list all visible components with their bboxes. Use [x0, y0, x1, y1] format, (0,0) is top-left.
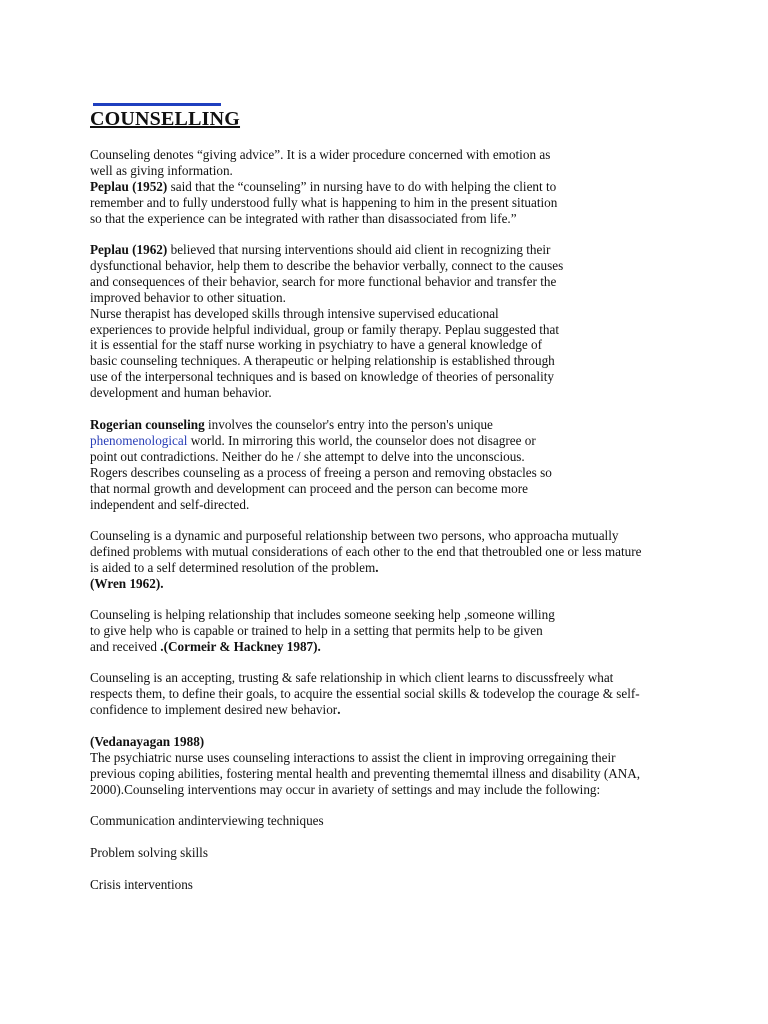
- list-item: Communication andinterviewing techniques: [90, 813, 324, 828]
- paragraph-rogerian: [90, 417, 552, 512]
- text-fragment: involves the counselor's entry into the person's unique: [204, 417, 493, 432]
- title-rule: [93, 103, 221, 106]
- text-fragment: and received: [90, 638, 161, 654]
- text-line: [90, 179, 557, 195]
- text-line: [90, 417, 552, 433]
- text-fragment: said that the “counseling” in nursing have to do with helping the client to: [167, 179, 557, 194]
- text-line: it is essential for the staff nurse working in psychiatry to have a general knowledge of: [90, 337, 543, 353]
- text-line: defined problems with mutual considerations of each other to the end that thetroubled one or less mature: [90, 543, 642, 559]
- list-item: Problem solving skills: [90, 845, 208, 860]
- citation-bold: (Vedanayagan 1988): [90, 734, 205, 749]
- text-line: experiences to provide helpful individual, group or family therapy. Peplau suggested that: [90, 321, 560, 337]
- text-line: [90, 560, 642, 576]
- text-line: improved behavior to other situation.: [90, 289, 286, 305]
- text-line: respects them, to define their goals, to acquire the essential social skills & todevelop the courage & self-: [90, 685, 640, 701]
- text-line: [90, 576, 642, 592]
- citation-bold: Peplau (1952): [90, 179, 168, 194]
- text-line: Rogers describes counseling as a process of freeing a person and removing obstacles so: [90, 464, 552, 480]
- text-line: previous coping abilities, fostering mental health and preventing thememtal illness and disability (ANA,: [90, 765, 641, 781]
- text-line: [90, 639, 555, 655]
- paragraph-wren: [90, 528, 642, 592]
- text-line: Counseling denotes “giving advice”. It is a wider procedure concerned with emotion as: [90, 147, 551, 162]
- citation-bold: .(Cormeir & Hackney 1987).: [160, 638, 321, 654]
- list-item: Crisis interventions: [90, 877, 193, 892]
- text-line: Nurse therapist has developed skills through intensive supervised educational: [90, 305, 499, 321]
- text-fragment: .: [337, 701, 341, 717]
- text-line: 2000).Counseling interventions may occur in avariety of settings and may include the following:: [90, 781, 601, 797]
- text-line: point out contradictions. Neither do he / she attempt to delve into the unconscious.: [90, 448, 525, 464]
- text-line: use of the interpersonal techniques and is based on knowledge of theories of personality: [90, 369, 554, 385]
- text-line: The psychiatric nurse uses counseling interactions to assist the client in improving orregaining their: [90, 749, 616, 765]
- text-line: [90, 433, 552, 449]
- text-fragment: confidence to implement desired new behavior: [90, 701, 338, 717]
- text-line: [90, 242, 563, 258]
- term-bold: Rogerian counseling: [90, 417, 205, 432]
- text-line: Counseling is helping relationship that includes someone seeking help ,someone willing: [90, 607, 555, 622]
- text-line: dysfunctional behavior, help them to describe the behavior verbally, connect to the causes: [90, 257, 564, 273]
- page-title: COUNSELLING: [90, 108, 241, 130]
- text-fragment: .: [375, 559, 379, 575]
- text-line: Counseling is a dynamic and purposeful relationship between two persons, who approacha mutually: [90, 528, 619, 543]
- citation-bold: (Wren 1962).: [90, 575, 164, 591]
- text-line: that normal growth and development can proceed and the person can become more: [90, 480, 528, 496]
- text-line: [90, 702, 640, 718]
- paragraph-peplau-1962: [90, 242, 563, 401]
- paragraph-cormeir: [90, 607, 555, 655]
- paragraph-vedanayagan: [90, 734, 640, 798]
- text-line: well as giving information.: [90, 162, 233, 178]
- paragraph-accepting: [90, 670, 640, 718]
- text-fragment: believed that nursing interventions should aid client in recognizing their: [167, 242, 551, 257]
- text-line: remember and to fully understood fully what is happening to him in the present situation: [90, 194, 558, 210]
- text-line: [90, 734, 640, 750]
- phenomenological-link[interactable]: phenomenological: [90, 432, 188, 448]
- text-fragment: world. In mirroring this world, the counselor does not disagree or: [187, 432, 536, 448]
- text-line: independent and self-directed.: [90, 496, 250, 512]
- text-line: to give help who is capable or trained to help in a setting that permits help to be given: [90, 622, 543, 638]
- text-fragment: is aided to a self determined resolution of the problem: [90, 559, 376, 575]
- text-line: basic counseling techniques. A therapeutic or helping relationship is established through: [90, 353, 555, 369]
- citation-bold: Peplau (1962): [90, 242, 168, 257]
- text-line: Counseling is an accepting, trusting & safe relationship in which client learns to discussfreely what: [90, 670, 614, 685]
- text-line: so that the experience can be integrated with rather than disassociated from life.”: [90, 210, 517, 226]
- text-line: and consequences of their behavior, search for more functional behavior and transfer the: [90, 273, 557, 289]
- paragraph-peplau-1952: [90, 179, 557, 227]
- paragraph-definition: [90, 147, 550, 179]
- text-line: development and human behavior.: [90, 385, 272, 401]
